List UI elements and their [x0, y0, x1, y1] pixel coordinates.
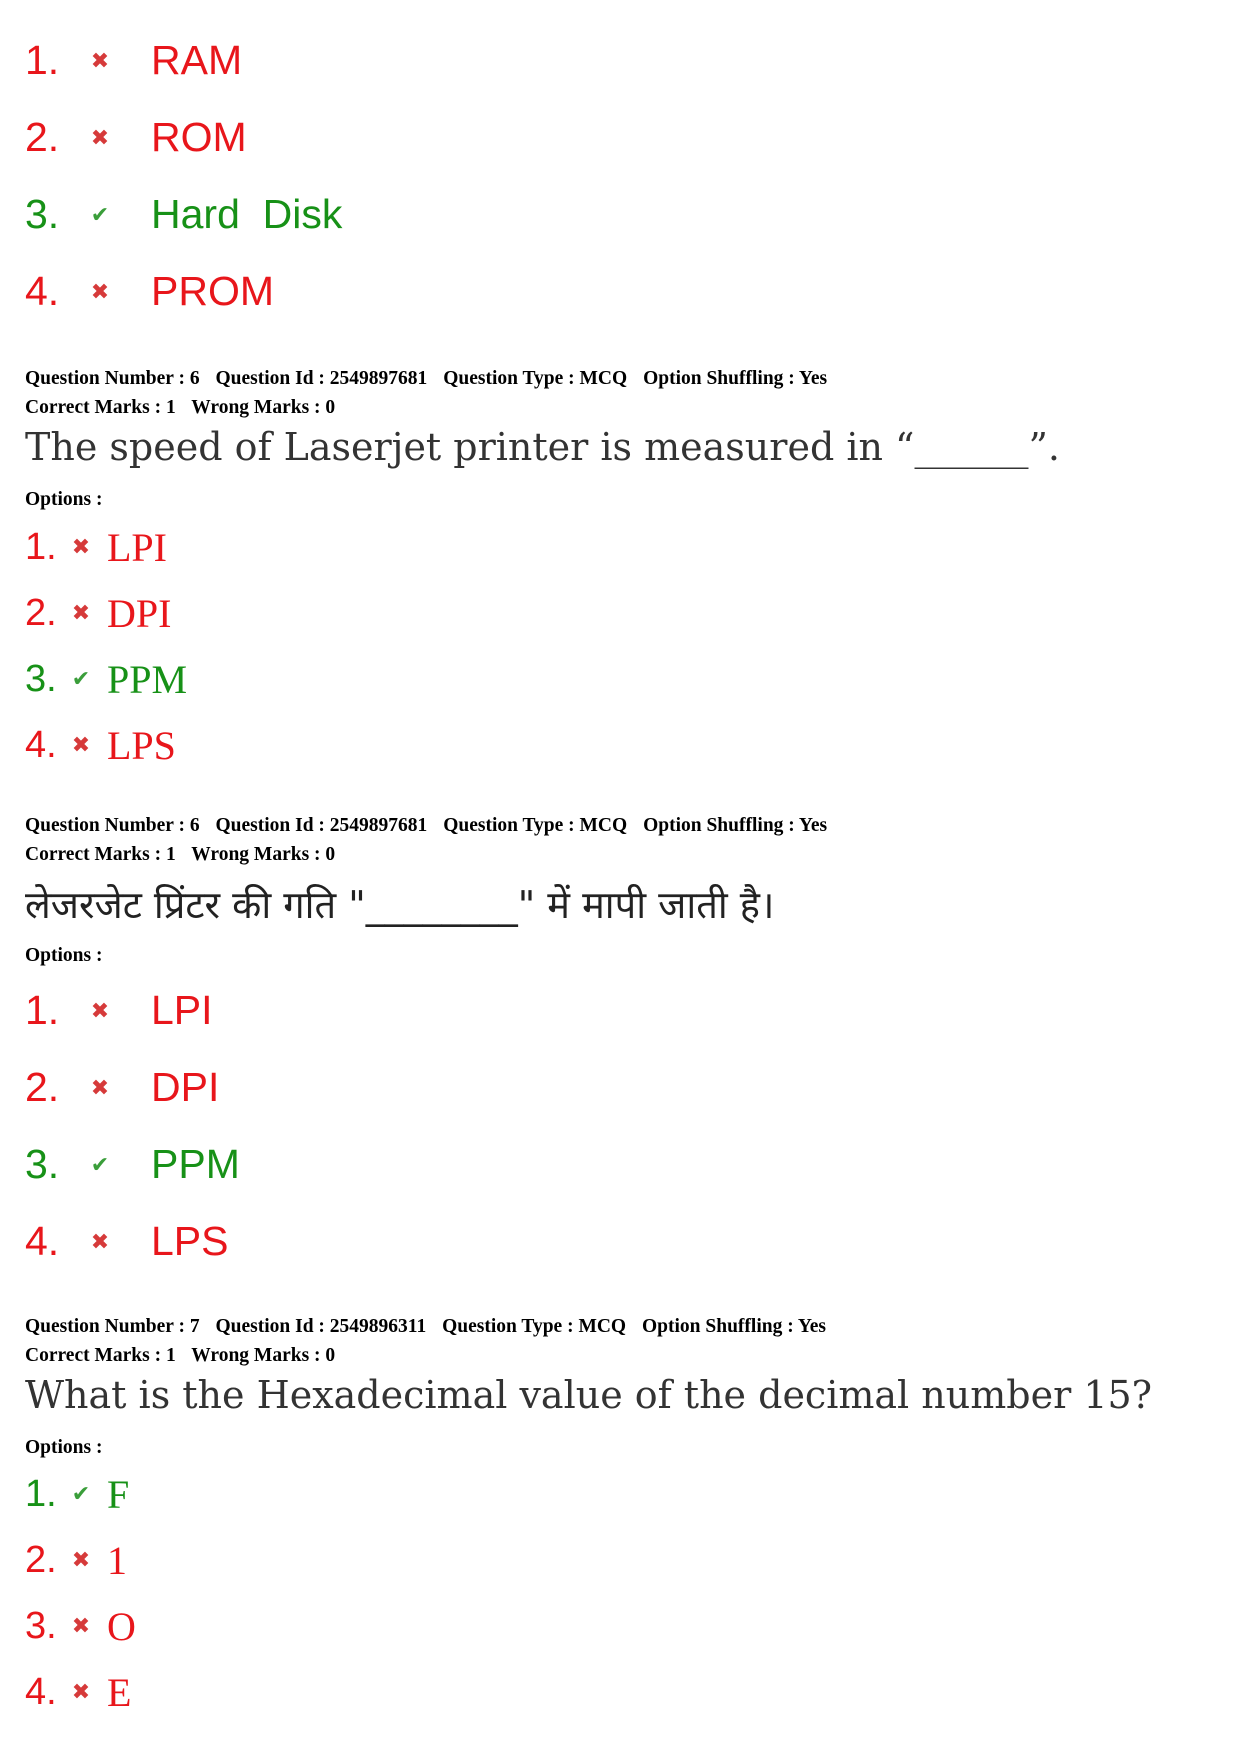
question-meta — [25, 364, 838, 422]
options-heading: Options : — [25, 945, 103, 966]
correct-marks: Correct Marks : 1 — [25, 1345, 176, 1366]
question-number: Question Number : 7 — [25, 1316, 200, 1337]
option-number: 2. — [25, 114, 60, 160]
option-number: 2. — [25, 1064, 60, 1110]
option-2 — [25, 1049, 240, 1126]
option-1 — [25, 22, 342, 99]
wrong-marks: Wrong Marks : 0 — [191, 397, 336, 418]
option-number: 4. — [25, 723, 57, 766]
option-1 — [25, 972, 240, 1049]
wrong-marks: Wrong Marks : 0 — [191, 1345, 336, 1366]
option-label: Hard Disk — [151, 191, 343, 237]
cross-icon: ✖ — [90, 278, 110, 304]
option-shuffling: Option Shuffling : Yes — [641, 1316, 827, 1337]
option-label: LPI — [151, 987, 213, 1033]
option-number: 1. — [25, 1472, 57, 1515]
question-text: The speed of Laserjet printer is measured in “______”. — [25, 425, 1060, 469]
option-number: 3. — [25, 657, 57, 700]
cross-icon: ✖ — [71, 600, 91, 625]
question-text: What is the Hexadecimal value of the decimal number 15? — [25, 1373, 1153, 1417]
option-label: E — [107, 1669, 132, 1715]
option-4 — [25, 253, 342, 330]
wrong-marks: Wrong Marks : 0 — [191, 844, 336, 865]
option-number: 3. — [25, 1141, 60, 1187]
option-label: F — [107, 1471, 130, 1517]
option-2 — [25, 580, 187, 646]
question-meta — [25, 1312, 837, 1370]
cross-icon: ✖ — [71, 1679, 91, 1704]
option-shuffling: Option Shuffling : Yes — [643, 815, 828, 836]
option-number: 2. — [25, 591, 57, 634]
option-label: O — [107, 1603, 136, 1649]
option-number: 4. — [25, 1218, 60, 1264]
option-number: 1. — [25, 987, 60, 1033]
cross-icon: ✖ — [90, 997, 110, 1023]
option-number: 4. — [25, 268, 60, 314]
options-list-q6-en — [25, 514, 187, 778]
option-label: PPM — [151, 1141, 240, 1187]
options-heading: Options : — [25, 1437, 103, 1458]
question-type: Question Type : MCQ — [442, 1316, 627, 1337]
question-number: Question Number : 6 — [25, 368, 200, 389]
check-icon: ✔ — [71, 666, 91, 691]
option-label: 1 — [107, 1537, 127, 1583]
check-icon: ✔ — [90, 201, 110, 227]
option-3 — [25, 176, 342, 253]
option-number: 3. — [25, 1604, 57, 1647]
question-id: Question Id : 2549896311 — [215, 1316, 427, 1337]
option-label: LPS — [107, 722, 176, 768]
option-label: ROM — [151, 114, 247, 160]
option-4 — [25, 1659, 136, 1725]
option-number: 3. — [25, 191, 60, 237]
option-3 — [25, 1126, 240, 1203]
option-1 — [25, 1461, 136, 1527]
option-2 — [25, 1527, 136, 1593]
option-number: 1. — [25, 37, 60, 83]
option-2 — [25, 99, 342, 176]
correct-marks: Correct Marks : 1 — [25, 397, 176, 418]
question-type: Question Type : MCQ — [443, 815, 628, 836]
options-heading: Options : — [25, 489, 103, 510]
option-label: RAM — [151, 37, 243, 83]
options-list-q6-hi — [25, 972, 240, 1280]
question-type: Question Type : MCQ — [443, 368, 628, 389]
question-id: Question Id : 2549897681 — [215, 368, 428, 389]
cross-icon: ✖ — [71, 1547, 91, 1572]
option-label: LPI — [107, 524, 167, 570]
cross-icon: ✖ — [71, 534, 91, 559]
question-meta — [25, 811, 838, 869]
cross-icon: ✖ — [90, 47, 110, 73]
check-icon: ✔ — [71, 1481, 91, 1506]
question-id: Question Id : 2549897681 — [215, 815, 428, 836]
question-text: लेजरजेट प्रिंटर की गति "________" में मापी जाती है। — [25, 883, 775, 927]
option-number: 2. — [25, 1538, 57, 1581]
option-3 — [25, 1593, 136, 1659]
option-label: DPI — [151, 1064, 220, 1110]
option-number: 1. — [25, 525, 57, 568]
correct-marks: Correct Marks : 1 — [25, 844, 176, 865]
option-label: LPS — [151, 1218, 229, 1264]
options-list-q5 — [25, 22, 342, 330]
option-shuffling: Option Shuffling : Yes — [643, 368, 828, 389]
cross-icon: ✖ — [90, 124, 110, 150]
option-label: PPM — [107, 656, 188, 702]
cross-icon: ✖ — [90, 1074, 110, 1100]
option-label: DPI — [107, 590, 172, 636]
option-label: PROM — [151, 268, 274, 314]
cross-icon: ✖ — [90, 1228, 110, 1254]
question-number: Question Number : 6 — [25, 815, 200, 836]
cross-icon: ✖ — [71, 1613, 91, 1638]
option-4 — [25, 712, 187, 778]
option-number: 4. — [25, 1670, 57, 1713]
cross-icon: ✖ — [71, 732, 91, 757]
check-icon: ✔ — [90, 1151, 110, 1177]
option-3 — [25, 646, 187, 712]
options-list-q7 — [25, 1461, 136, 1725]
option-4 — [25, 1203, 240, 1280]
option-1 — [25, 514, 187, 580]
